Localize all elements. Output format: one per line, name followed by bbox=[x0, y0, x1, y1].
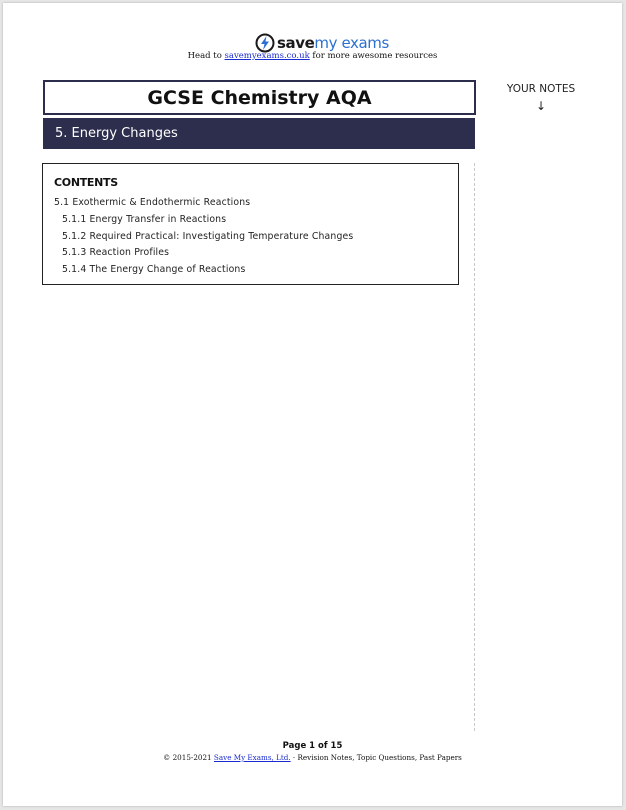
toc-item[interactable]: 5.1.1 Energy Transfer in Reactions bbox=[62, 214, 227, 225]
document-title-box bbox=[43, 80, 476, 115]
logo-text bbox=[277, 34, 389, 52]
your-notes-label: YOUR NOTES bbox=[506, 83, 576, 95]
footer-copyright bbox=[3, 753, 622, 762]
contents-box bbox=[42, 163, 459, 285]
section-heading-bar bbox=[43, 118, 475, 149]
page-number: Page 1 of 15 bbox=[282, 741, 343, 751]
header-site-link[interactable]: savemyexams.co.uk bbox=[224, 51, 310, 61]
logo-text-save: save bbox=[277, 34, 315, 52]
logo-text-my-exams: my exams bbox=[314, 34, 389, 52]
copyright-suffix: · Revision Notes, Topic Questions, Past Papers bbox=[290, 753, 462, 762]
contents-heading: CONTENTS bbox=[54, 176, 118, 189]
toc-item[interactable]: 5.1.3 Reaction Profiles bbox=[62, 247, 170, 258]
toc-item[interactable]: 5.1.2 Required Practical: Investigating Temperature Changes bbox=[62, 231, 354, 242]
notes-divider bbox=[474, 163, 475, 731]
copyright-prefix: © 2015-2021 bbox=[163, 753, 214, 762]
section-title: 5. Energy Changes bbox=[55, 126, 178, 141]
document-page bbox=[3, 3, 622, 806]
document-title: GCSE Chemistry AQA bbox=[147, 86, 372, 109]
lightning-bolt-icon bbox=[255, 33, 275, 53]
header-prefix: Head to bbox=[187, 51, 225, 61]
footer-site-link[interactable]: Save My Exams, Ltd. bbox=[213, 753, 291, 762]
header-line bbox=[3, 51, 622, 61]
header-suffix: for more awesome resources bbox=[309, 51, 438, 61]
down-arrow-icon: ↓ bbox=[536, 99, 547, 113]
toc-item[interactable]: 5.1 Exothermic & Endothermic Reactions bbox=[54, 197, 251, 208]
toc-item[interactable]: 5.1.4 The Energy Change of Reactions bbox=[62, 264, 246, 275]
